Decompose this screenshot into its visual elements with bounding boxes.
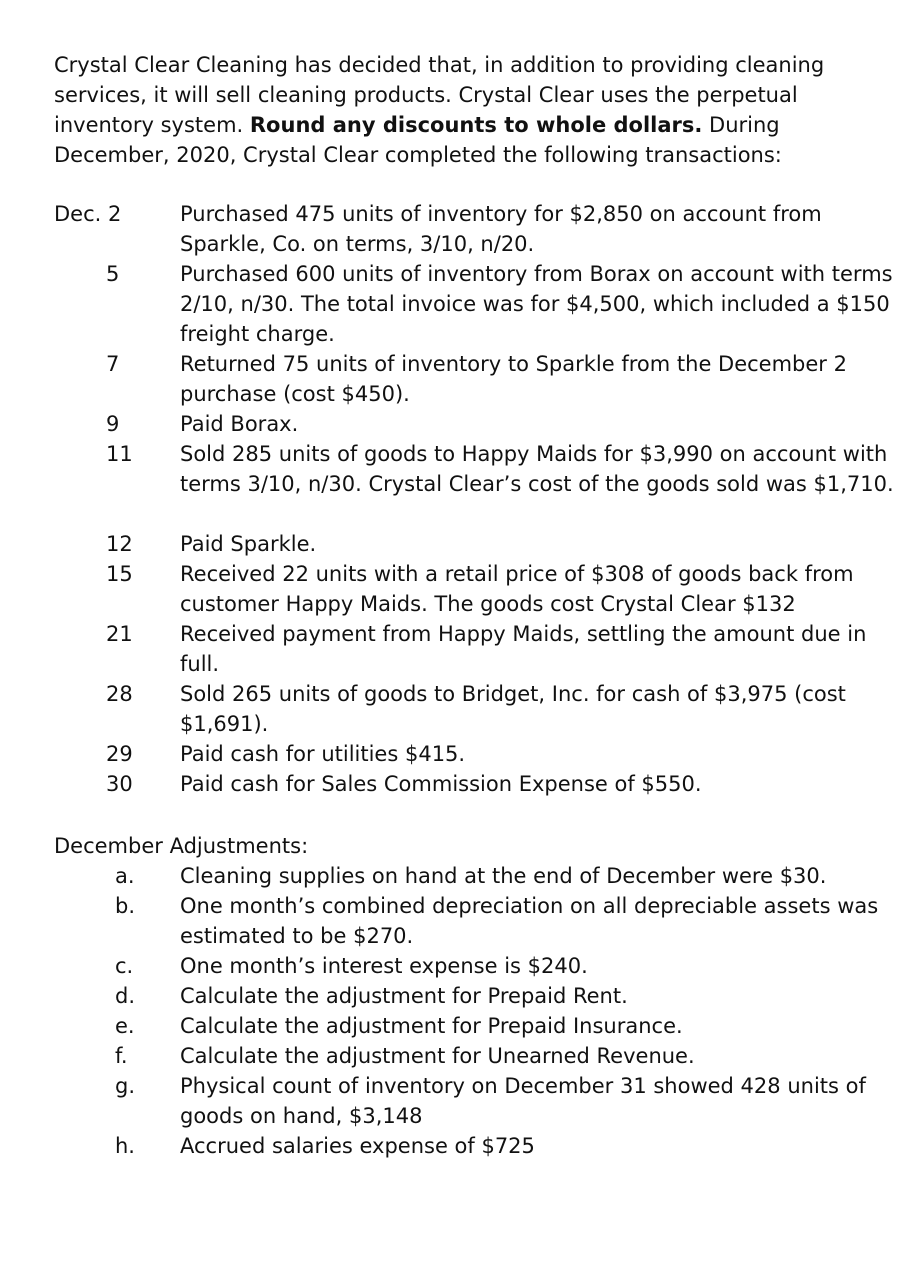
- adjustment-description: Physical count of inventory on December 31 showed 428 units of goods on hand, $3,148: [180, 1074, 866, 1128]
- adjustment-description: One month’s combined depreciation on all depreciable assets was estimated to be $270.: [180, 894, 879, 948]
- adjustment-letter: e.: [115, 1014, 135, 1038]
- adjustment-description: Calculate the adjustment for Prepaid Rent.: [180, 984, 628, 1008]
- transaction-description: Received payment from Happy Maids, settling the amount due in full.: [180, 622, 867, 676]
- transaction-description: Paid Sparkle.: [180, 532, 317, 556]
- adjustment-description: Calculate the adjustment for Prepaid Insurance.: [180, 1014, 683, 1038]
- transaction-description: Sold 285 units of goods to Happy Maids for $3,990 on account with terms 3/10, n/30. Crystal Clear’s cost of the goods sold was $1,710.: [180, 442, 894, 496]
- adjustment-description: Cleaning supplies on hand at the end of December were $30.: [180, 864, 827, 888]
- transaction-date: 15: [106, 562, 133, 586]
- intro-bold-instruction: Round any discounts to whole dollars.: [249, 113, 703, 137]
- transaction-description: Paid cash for utilities $415.: [180, 742, 466, 766]
- transaction-date: 29: [106, 742, 133, 766]
- adjustment-letter: h.: [115, 1134, 135, 1158]
- transaction-description: Paid Borax.: [180, 412, 299, 436]
- transaction-description: Sold 265 units of goods to Bridget, Inc. for cash of $3,975 (cost $1,691).: [180, 682, 846, 736]
- transaction-description: Purchased 600 units of inventory from Borax on account with terms 2/10, n/30. The total invoice was for $4,500, which included a $150 freight charge.: [180, 262, 893, 346]
- adjustment-letter: d.: [115, 984, 136, 1008]
- transaction-description: Returned 75 units of inventory to Sparkle from the December 2 purchase (cost $450).: [180, 352, 847, 406]
- transaction-date: 30: [106, 772, 133, 796]
- adjustment-description: One month’s interest expense is $240.: [180, 954, 588, 978]
- transaction-date: 9: [106, 412, 120, 436]
- transaction-date: 11: [106, 442, 133, 466]
- transaction-date: 5: [106, 262, 120, 286]
- intro-text-1: Crystal Clear Cleaning has decided that, in addition to providing cleaning services, it will sell cleaning products. Crystal Clear uses the perpetual inventory system.: [54, 53, 825, 137]
- adjustment-description: Calculate the adjustment for Unearned Revenue.: [180, 1044, 695, 1068]
- intro-paragraph: [54, 50, 884, 170]
- transaction-date: 21: [106, 622, 133, 646]
- adjustment-letter: b.: [115, 894, 136, 918]
- adjustment-letter: a.: [115, 864, 135, 888]
- adjustments-heading: December Adjustments:: [54, 834, 309, 858]
- transaction-description: Paid cash for Sales Commission Expense of $550.: [180, 772, 702, 796]
- intro-text-2: During December, 2020, Crystal Clear completed the following transactions:: [54, 113, 782, 167]
- adjustment-letter: c.: [115, 954, 134, 978]
- transaction-description: Purchased 475 units of inventory for $2,850 on account from Sparkle, Co. on terms, 3/10, n/20.: [180, 202, 822, 256]
- adjustment-description: Accrued salaries expense of $725: [180, 1134, 535, 1158]
- transaction-description: Received 22 units with a retail price of $308 of goods back from customer Happy Maids. The goods cost Crystal Clear $132: [180, 562, 854, 616]
- transaction-date: 12: [106, 532, 133, 556]
- transaction-date: 7: [106, 352, 120, 376]
- adjustment-letter: g.: [115, 1074, 136, 1098]
- transaction-date: Dec. 2: [54, 202, 122, 226]
- adjustment-letter: f.: [115, 1044, 128, 1068]
- transaction-date: 28: [106, 682, 133, 706]
